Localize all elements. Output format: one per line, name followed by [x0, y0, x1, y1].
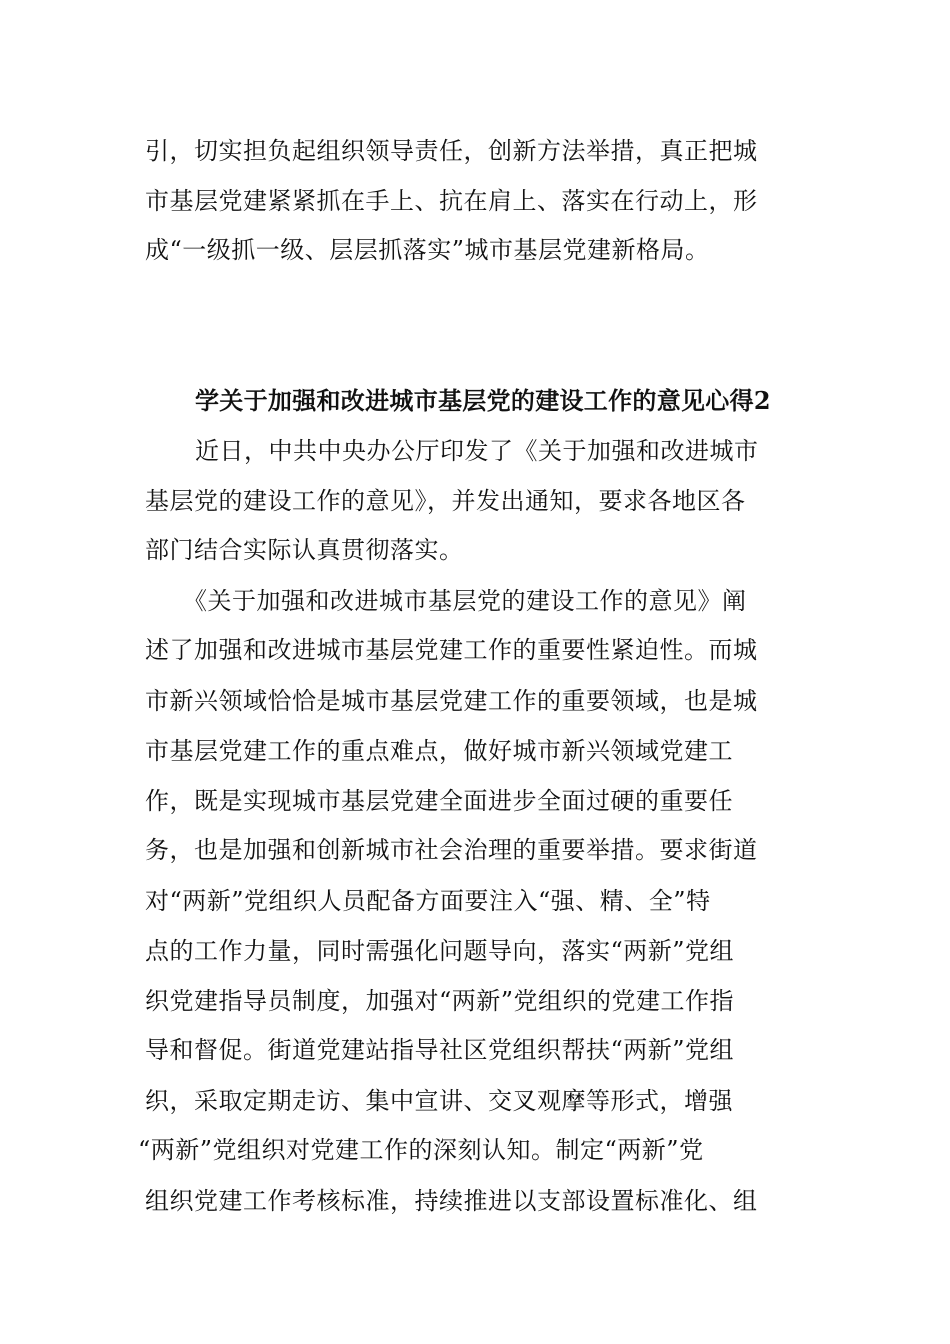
text-line: 述了加强和改进城市基层党建工作的重要性紧迫性。而城 — [145, 636, 758, 664]
text-line: 织党建指导员制度，加强对“两新”党组织的党建工作指 — [145, 987, 735, 1015]
text-line: 对“两新”党组织人员配备方面要注入“强、精、全”特 — [145, 887, 711, 915]
text-line: 成“一级抓一级、层层抓落实”城市基层党建新格局。 — [145, 236, 710, 264]
section-heading: 学关于加强和改进城市基层党的建设工作的意见心得2 — [195, 386, 771, 415]
text-line: 导和督促。街道党建站指导社区党组织帮扶“两新”党组 — [145, 1036, 735, 1064]
text-line: 点的工作力量，同时需强化问题导向，落实“两新”党组 — [145, 937, 735, 965]
text-line: 部门结合实际认真贯彻落实。 — [145, 536, 464, 564]
text-line: 组织党建工作考核标准，持续推进以支部设置标准化、组 — [145, 1187, 758, 1215]
text-line: 市基层党建工作的重点难点，做好城市新兴领域党建工 — [145, 737, 733, 765]
text-line: 务，也是加强和创新城市社会治理的重要举措。要求街道 — [145, 836, 758, 864]
text-line: 市新兴领域恰恰是城市基层党建工作的重要领域，也是城 — [145, 687, 758, 715]
text-line: “两新”党组织对党建工作的深刻认知。制定“两新”党 — [138, 1136, 704, 1164]
text-line: 《关于加强和改进城市基层党的建设工作的意见》阐 — [183, 587, 747, 615]
text-line: 近日，中共中央办公厅印发了《关于加强和改进城市 — [195, 437, 759, 465]
text-line: 织，采取定期走访、集中宣讲、交叉观摩等形式，增强 — [145, 1087, 733, 1115]
text-line: 市基层党建紧紧抓在手上、抗在肩上、落实在行动上，形 — [145, 187, 758, 215]
text-line: 引，切实担负起组织领导责任，创新方法举措，真正把城 — [145, 137, 758, 165]
text-line: 作，既是实现城市基层党建全面进步全面过硬的重要任 — [145, 787, 733, 815]
text-line: 基层党的建设工作的意见》，并发出通知，要求各地区各 — [145, 487, 746, 515]
